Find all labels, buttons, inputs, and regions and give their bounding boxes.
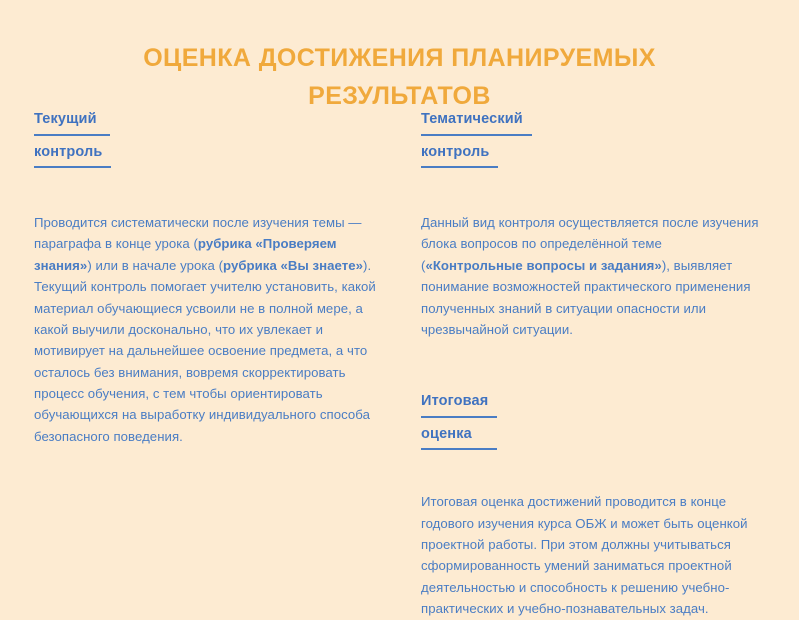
section-heading-line-2: оценка [421, 427, 497, 451]
page-title-line-1: ОЦЕНКА ДОСТИЖЕНИЯ ПЛАНИРУЕМЫХ [143, 43, 656, 72]
section-heading-tekuschiy-kontrol [34, 112, 389, 168]
spacer [421, 450, 766, 491]
paragraph-bold-part: рубрика «Вы знаете» [223, 257, 364, 273]
paragraph-bold-part: рубрика «Проверяем знания» [34, 236, 337, 273]
paragraph-text-part: ), выявляет понимание возможностей практического применения полученных знаний в ситуации опасности или чрезвычайной ситуации. [421, 257, 751, 337]
paragraph-tematicheskiy-kontrol [421, 212, 766, 340]
paragraph-text-part: ) или в начале урока ( [87, 257, 224, 273]
spacer [34, 168, 389, 212]
section-heading-line-1: Текущий [34, 112, 110, 136]
spacer [421, 168, 766, 212]
paragraph-tekuschiy-kontrol [34, 212, 389, 447]
paragraph-text-part: Проводится систематически после изучения темы — параграфа в конце урока ( [34, 215, 362, 252]
paragraph-bold-part: «Контрольные вопросы и задания» [425, 257, 662, 273]
paragraph-text-part: Данный вид контроля осуществляется после изучения блока вопросов по определённой теме ( [421, 215, 759, 273]
column-left [34, 112, 389, 447]
section-heading-line-1: Тематический [421, 112, 532, 136]
page-title-line-2: РЕЗУЛЬТАТОВ [308, 81, 491, 110]
column-right [421, 112, 766, 620]
page-title [80, 39, 719, 115]
section-heading-line-1: Итоговая [421, 394, 497, 418]
paragraph-itogovaya-ocenka [421, 491, 766, 619]
section-heading-line-2: контроль [421, 145, 498, 169]
paragraph-text-part: Итоговая оценка достижений проводится в конце годового изучения курса ОБЖ и может быть оценкой проектной работы. При этом должны учитываться сформированность умений заниматься проектной деятельностью и способность к решению учебно-практических и учебно-познавательных задач. [421, 494, 748, 617]
spacer [421, 340, 766, 394]
section-heading-tematicheskiy-kontrol [421, 112, 766, 168]
section-heading-itogovaya-ocenka [421, 394, 766, 450]
section-heading-line-2: контроль [34, 145, 111, 169]
paragraph-text-part: ). Текущий контроль помогает учителю установить, какой материал обучающиеся усвоили не в полной мере, а какой выучили досконально, что их увлекает и мотивирует на дальнейшее освоение предмета, а что осталось без внимания, вовремя скорректировать процесс обучения, с тем чтобы ориентировать обучающихся на выработку индивидуального способа безопасного поведения. [34, 257, 376, 444]
